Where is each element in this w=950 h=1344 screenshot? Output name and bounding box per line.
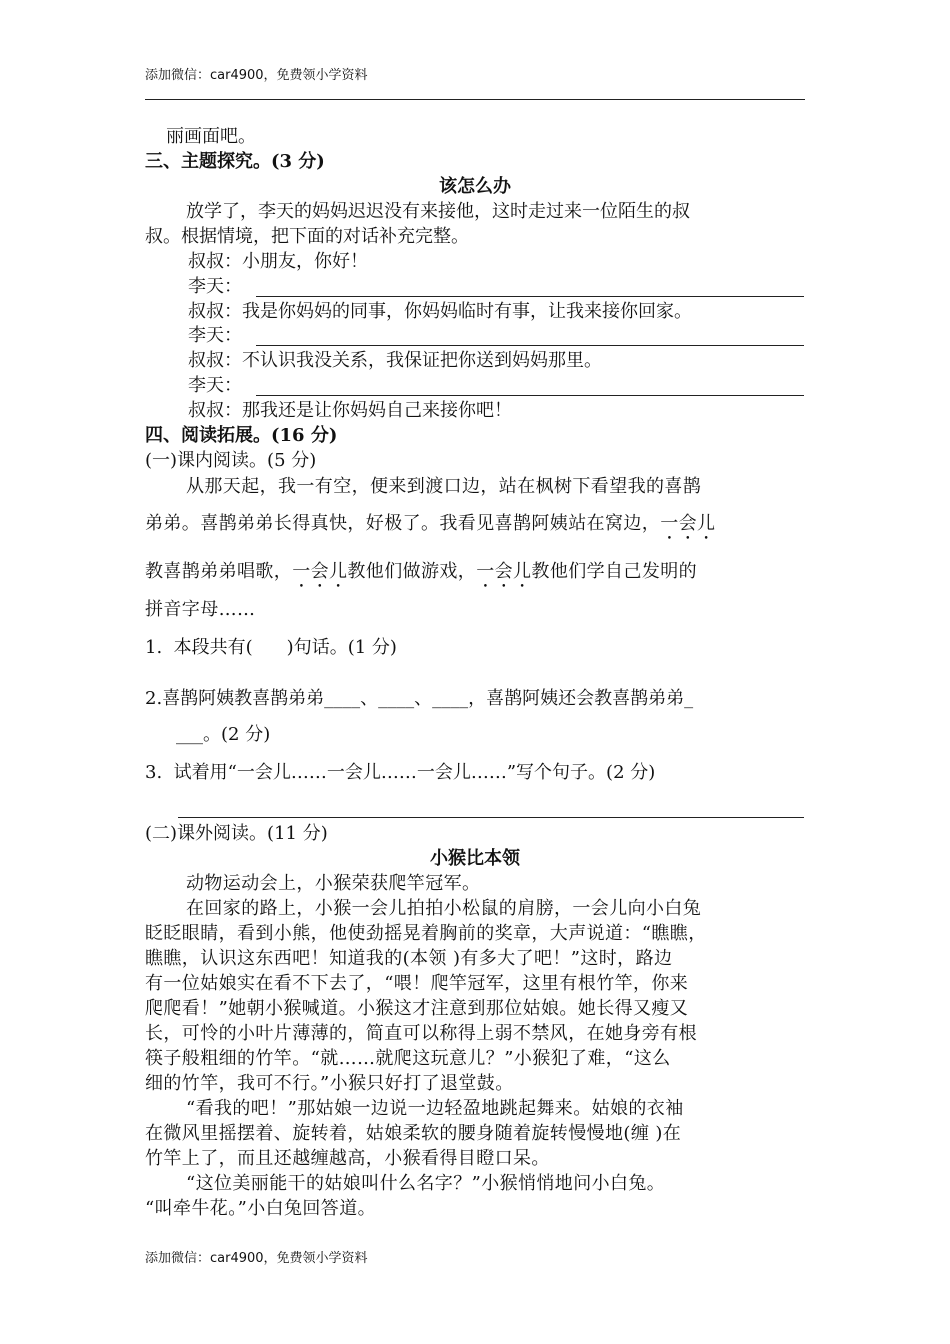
header-divider <box>145 99 805 100</box>
story-line-9: 细的竹竿，我可不行。”小猴只好打了退堂鼓。 <box>145 1073 514 1094</box>
section3-prompt-line1: 放学了，李天的妈妈迟迟没有来接他，这时走过来一位陌生的叔 <box>186 201 690 222</box>
uncle-line-1: 小朋友，你好！ <box>242 251 368 272</box>
passage1-line3-b: 教他们做游戏， <box>347 561 477 582</box>
passage1-line2-text: 弟弟。喜鹊弟弟长得真快，好极了。我看见喜鹊阿姨站在窝边， <box>145 513 661 534</box>
intro-tail: 丽画面吧。 <box>166 126 256 147</box>
speaker-litian: 李天： <box>188 375 242 396</box>
q2-text: 喜鹊阿姨教喜鹊弟弟____、____、____，喜鹊阿姨还会教喜鹊弟弟_ <box>162 688 694 709</box>
speaker-uncle: 叔叔： <box>188 251 242 272</box>
passage1-line1: 从那天起，我一有空，便来到渡口边，站在枫树下看望我的喜鹊 <box>186 476 702 497</box>
q1-number: 1. <box>145 637 163 658</box>
part2-title: 小猴比本领 <box>430 848 520 869</box>
speaker-uncle: 叔叔： <box>188 350 242 371</box>
dialogue-line-6 <box>188 375 242 397</box>
q2-number: 2. <box>145 688 163 709</box>
page-footer: 添加微信：car4900，免费领小学资料 <box>145 1251 368 1266</box>
story-line-10: “看我的吧！”那姑娘一边说一边轻盈地跳起舞来。姑娘的衣袖 <box>186 1098 684 1119</box>
answer-blank-3[interactable] <box>256 395 804 396</box>
q1-text-b: )句话。(1 分) <box>286 637 397 658</box>
dialogue-line-2 <box>188 276 242 298</box>
section3-heading: 三、主题探究。(3 分) <box>145 151 325 172</box>
answer-blank-1[interactable] <box>256 296 804 297</box>
story-line-14: “叫牵牛花。”小白兔回答道。 <box>145 1198 377 1219</box>
answer-blank-2[interactable] <box>256 345 804 346</box>
dialogue-line-3 <box>188 301 692 323</box>
uncle-line-2: 我是你妈妈的同事，你妈妈临时有事，让我来接你回家。 <box>242 301 692 322</box>
story-line-4: 瞧瞧，认识这东西吧！知道我的(本领 )有多大了吧！”这时，路边 <box>145 948 673 969</box>
story-line-3: 眨眨眼睛，看到小熊，他使劲摇晃着胸前的奖章，大声说道：“瞧瞧， <box>145 923 707 944</box>
section3-prompt-line2: 叔。根据情境，把下面的对话补充完整。 <box>145 226 469 247</box>
emphasis-yihuier-3: 一会儿 <box>476 561 532 582</box>
dialogue-line-7 <box>188 400 512 422</box>
uncle-line-4: 那我还是让你妈妈自己来接你吧！ <box>242 400 512 421</box>
question-2 <box>145 688 693 710</box>
q3-text: 试着用“一会儿……一会儿……一会儿……”写个句子。(2 分) <box>173 762 656 783</box>
speaker-uncle: 叔叔： <box>188 301 242 322</box>
speaker-litian: 李天： <box>188 276 242 297</box>
part2-heading: (二)课外阅读。(11 分) <box>145 823 328 844</box>
speaker-litian: 李天： <box>188 325 242 346</box>
story-line-1: 动物运动会上，小猴荣获爬竿冠军。 <box>186 873 481 894</box>
speaker-uncle: 叔叔： <box>188 400 242 421</box>
passage1-line2 <box>145 513 715 544</box>
q3-number: 3. <box>145 762 163 783</box>
question-1 <box>145 637 397 659</box>
passage1-line3-a: 教喜鹊弟弟唱歌， <box>145 561 293 582</box>
passage1-line3-c: 教他们学自己发明的 <box>531 561 698 582</box>
uncle-line-3: 不认识我没关系，我保证把你送到妈妈那里。 <box>242 350 602 371</box>
section3-title: 该怎么办 <box>439 176 511 197</box>
part1-heading: (一)课内阅读。(5 分) <box>145 450 317 471</box>
question-3 <box>145 762 655 784</box>
story-line-7: 长，可怜的小叶片薄薄的，简直可以称得上弱不禁风，在她身旁有根 <box>145 1023 697 1044</box>
story-line-11: 在微风里摇摆着、旋转着，姑娘柔软的腰身随着旋转慢慢地(缠 )在 <box>145 1123 682 1144</box>
dialogue-line-1 <box>188 251 368 273</box>
q1-text-a: 本段共有( <box>173 637 253 658</box>
story-line-5: 有一位姑娘实在看不下去了，“喂！爬竿冠军，这里有根竹竿，你来 <box>145 973 689 994</box>
story-line-8: 筷子般粗细的竹竿。“就……就爬这玩意儿？”小猴犯了难，“这么 <box>145 1048 671 1069</box>
passage1-line3 <box>145 561 697 592</box>
section4-heading: 四、阅读拓展。(16 分) <box>145 425 338 446</box>
question-2-continuation: ___。(2 分) <box>176 724 271 745</box>
story-line-6: 爬爬看！”她朝小猴喊道。小猴这才注意到那位姑娘。她长得又瘦又 <box>145 998 689 1019</box>
page-header: 添加微信：car4900，免费领小学资料 <box>145 68 368 83</box>
dialogue-line-4 <box>188 325 242 347</box>
story-line-12: 竹竿上了，而且还越缠越高，小猴看得目瞪口呆。 <box>145 1148 550 1169</box>
emphasis-yihuier-1: 一会儿 <box>660 513 716 534</box>
passage1-line4: 拼音字母…… <box>145 599 256 620</box>
dialogue-line-5 <box>188 350 602 372</box>
story-line-13: “这位美丽能干的姑娘叫什么名字？”小猴悄悄地问小白兔。 <box>186 1173 666 1194</box>
story-line-2: 在回家的路上，小猴一会儿拍拍小松鼠的肩膀，一会儿向小白兔 <box>186 898 702 919</box>
q3-answer-line[interactable] <box>178 817 804 818</box>
emphasis-yihuier-2: 一会儿 <box>292 561 348 582</box>
